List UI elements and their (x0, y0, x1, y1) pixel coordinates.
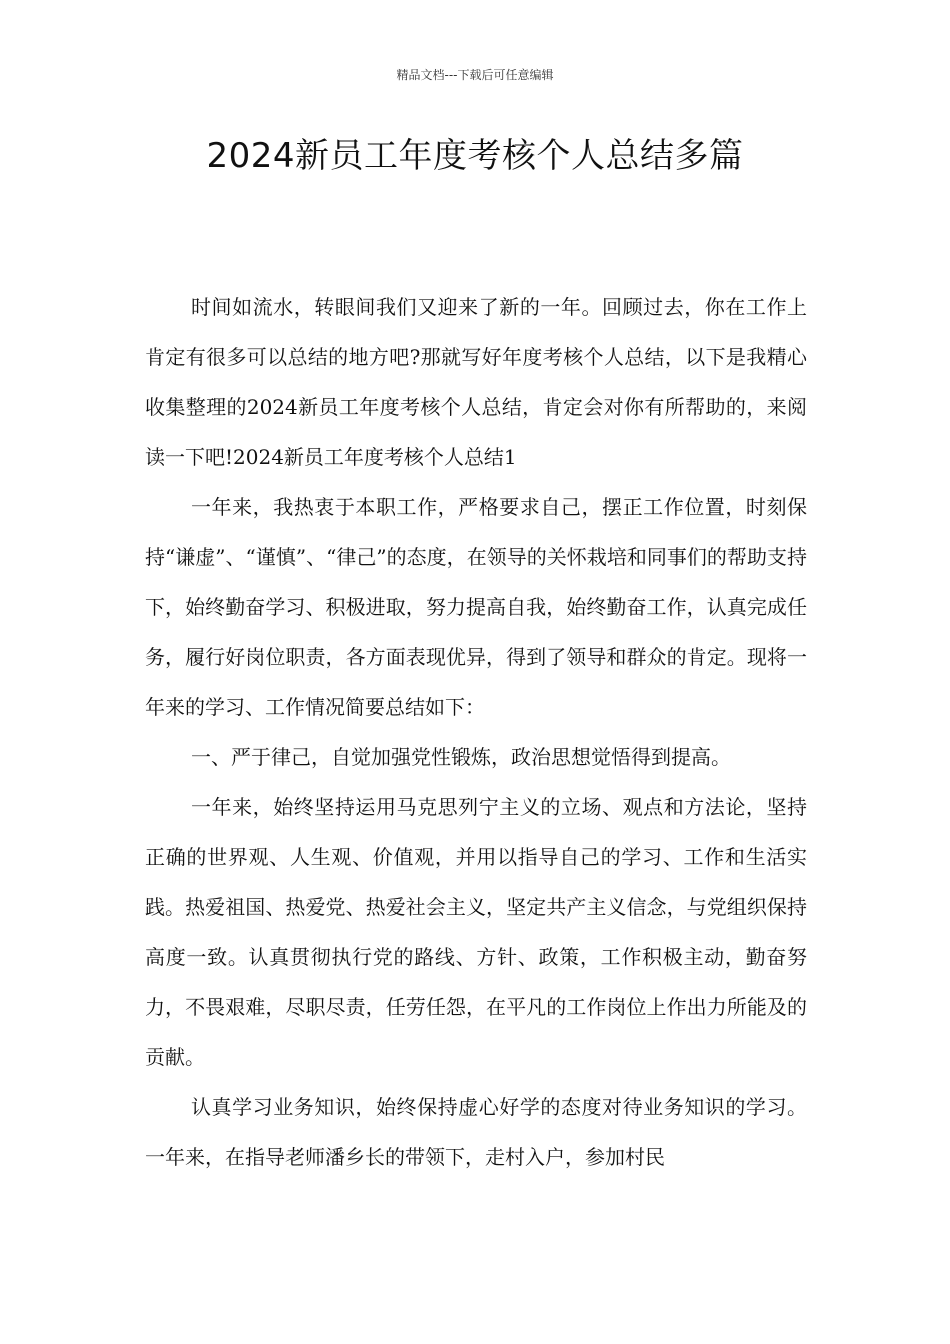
paragraph-overview: 一年来，我热衷于本职工作，严格要求自己，摆正工作位置，时刻保持“谦虚”、“谨慎”、“律己”的态度，在领导的关怀栽培和同事们的帮助支持下，始终勤奋学习、积极进取，努力提高自我，始终勤奋工作，认真完成任务，履行好岗位职责，各方面表现优异，得到了领导和群众的肯定。现将一年来的学习、工作情况简要总结如下： (145, 495, 807, 719)
document-title: 2024新员工年度考核个人总结多篇 (206, 136, 744, 176)
header-note: 精品文档---下载后可任意编辑 (396, 68, 554, 82)
paragraph-political: 一年来，始终坚持运用马克思列宁主义的立场、观点和方法论，坚持正确的世界观、人生观、价值观，并用以指导自己的学习、工作和生活实践。热爱祖国、热爱党、热爱社会主义，坚定共产主义信念，与党组织保持高度一致。认真贯彻执行党的路线、方针、政策，工作积极主动，勤奋努力，不畏艰难，尽职尽责，任劳任怨，在平凡的工作岗位上作出力所能及的贡献。 (145, 795, 807, 1069)
section-heading-1: 一、严于律己，自觉加强党性锻炼，政治思想觉悟得到提高。 (191, 745, 731, 769)
paragraph-study: 认真学习业务知识，始终保持虚心好学的态度对待业务知识的学习。一年来，在指导老师潘乡长的带领下，走村入户，参加村民 (145, 1095, 807, 1169)
paragraph-intro: 时间如流水，转眼间我们又迎来了新的一年。回顾过去，你在工作上肯定有很多可以总结的地方吧?那就写好年度考核个人总结，以下是我精心收集整理的2024新员工年度考核个人总结，肯定会对你有所帮助的，来阅读一下吧!2024新员工年度考核个人总结1 (145, 295, 807, 469)
document-body (145, 282, 807, 1182)
